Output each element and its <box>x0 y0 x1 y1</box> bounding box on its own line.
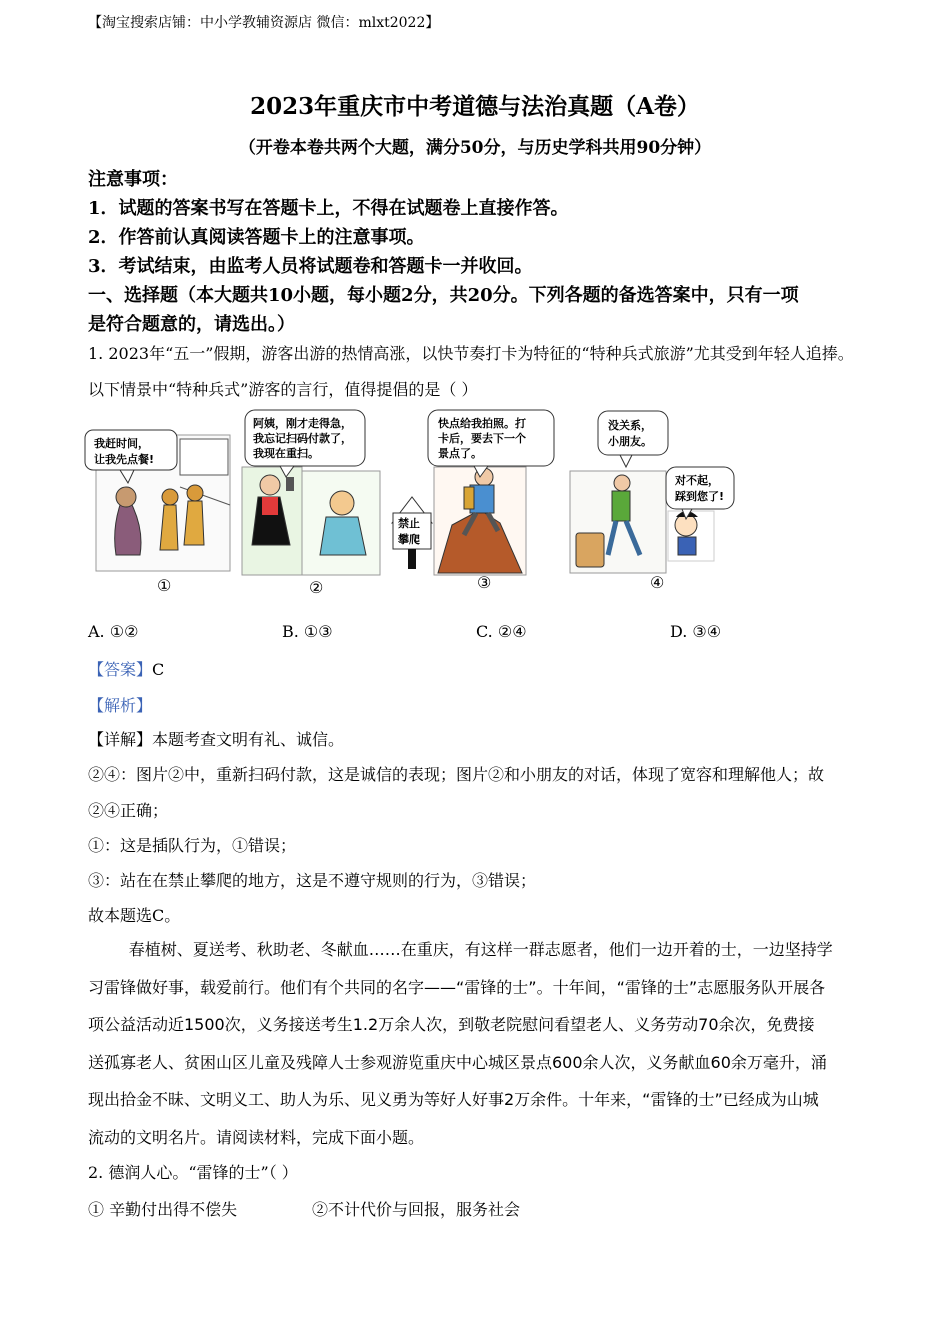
speech-text: 卡后，要去下一个 <box>438 432 526 445</box>
q2-option-1: ① 辛勤付出得不偿失 <box>88 1200 238 1219</box>
material-line: 习雷锋做好事，载爱前行。他们有个共同的名字——“雷锋的士”。十年间，“雷锋的士”志愿服务队开展各 <box>88 978 826 997</box>
option-a: A. ①② <box>88 622 139 641</box>
material-line: 春植树、夏送考、秋助老、冬献血……在重庆，有这样一群志愿者，他们一边开着的士，一边坚持学 <box>88 940 833 959</box>
speech-text: 我现在重扫。 <box>253 447 319 460</box>
cartoon-panel-2 <box>242 410 380 575</box>
explain-line: ③：站在在禁止攀爬的地方，这是不遵守规则的行为，③错误； <box>88 871 537 890</box>
detail-line: 【详解】本题考查文明有礼、诚信。 <box>88 730 345 749</box>
material-line: 流动的文明名片。请阅读材料，完成下面小题。 <box>88 1128 425 1147</box>
sign-text: 攀爬 <box>398 533 420 546</box>
sign-text: 禁止 <box>398 517 420 530</box>
option-c: C. ②④ <box>476 622 527 641</box>
cartoon-panel-3 <box>392 410 554 575</box>
notice-heading: 注意事项： <box>88 169 178 190</box>
panel-label-1: ① <box>157 576 172 595</box>
speech-text: 踩到您了! <box>675 490 725 503</box>
header-note: 【淘宝搜索店铺：中小学教辅资源店 微信：mlxt2022】 <box>88 15 440 31</box>
notice-item: 2．作答前认真阅读答题卡上的注意事项。 <box>88 227 425 248</box>
explain-line: 故本题选C。 <box>88 906 181 925</box>
explain-line: ①：这是插队行为，①错误； <box>88 836 297 855</box>
answer-value: C <box>152 660 165 679</box>
material-line: 现出拾金不昧、文明义工、助人为乐、见义勇为等好人好事2万余件。十年来，“雷锋的士”已经成为山城 <box>88 1090 819 1109</box>
section-heading-cont: 是符合题意的，请选出。） <box>88 314 295 335</box>
speech-text: 小朋友。 <box>608 435 652 448</box>
speech-text: 让我先点餐! <box>94 453 155 466</box>
answer-line <box>88 657 164 680</box>
notice-item: 1．试题的答案书写在答题卡上，不得在试题卷上直接作答。 <box>88 198 569 219</box>
material-line: 项公益活动近1500次，义务接送考生1.2万余人次，到敬老院慰问看望老人、义务劳动70余次，免费接 <box>88 1015 815 1034</box>
q1-stem-cont: 以下情景中“特种兵式”游客的言行，值得提倡的是（ ） <box>88 380 478 399</box>
page-subtitle: （开卷本卷共两个大题，满分50分，与历史学科共用90分钟） <box>238 138 712 158</box>
notice-item: 3．考试结束，由监考人员将试题卷和答题卡一并收回。 <box>88 256 533 277</box>
analysis-tag: 【解析】 <box>88 696 153 715</box>
explain-line: ②④正确； <box>88 801 169 820</box>
q2-stem: 2. 德润人心。“雷锋的士”（ ） <box>88 1163 298 1182</box>
explain-line: ②④：图片②中，重新扫码付款，这是诚信的表现；图片②和小朋友的对话，体现了宽容和理解他人；故 <box>88 765 825 784</box>
material-line: 送孤寡老人、贫困山区儿童及残障人士参观游览重庆中心城区景点600余人次，义务献血60余万毫升，涌 <box>88 1053 827 1072</box>
q1-stem: 1. 2023年“五一”假期，游客出游的热情高涨，以快节奏打卡为特征的“特种兵式旅游”尤其受到年轻人追捧。 <box>88 344 854 363</box>
option-d: D. ③④ <box>670 622 722 641</box>
speech-text: 没关系， <box>608 419 652 432</box>
speech-text: 快点给我拍照。打 <box>438 417 526 430</box>
panel-label-4: ④ <box>650 573 665 592</box>
answer-tag: 【答案】 <box>88 660 153 679</box>
speech-text: 阿姨，刚才走得急， <box>253 417 352 430</box>
speech-text: 我忘记扫码付款了， <box>253 432 352 445</box>
speech-text: 对不起， <box>675 474 719 487</box>
speech-text: 我赶时间， <box>94 437 149 450</box>
panel-label-3: ③ <box>477 573 492 592</box>
option-b: B. ①③ <box>282 622 333 641</box>
section-heading: 一、选择题（本大题共10小题，每小题2分，共20分。下列各题的备选答案中，只有一项 <box>88 285 799 306</box>
page-title: 2023年重庆市中考道德与法治真题（A卷） <box>250 93 700 120</box>
cartoon-panel-1 <box>85 430 230 571</box>
speech-text: 景点了。 <box>438 447 482 460</box>
panel-label-2: ② <box>309 578 324 597</box>
cartoon-panel-4 <box>570 411 734 573</box>
q2-option-2: ②不计代价与回报，服务社会 <box>312 1200 521 1219</box>
